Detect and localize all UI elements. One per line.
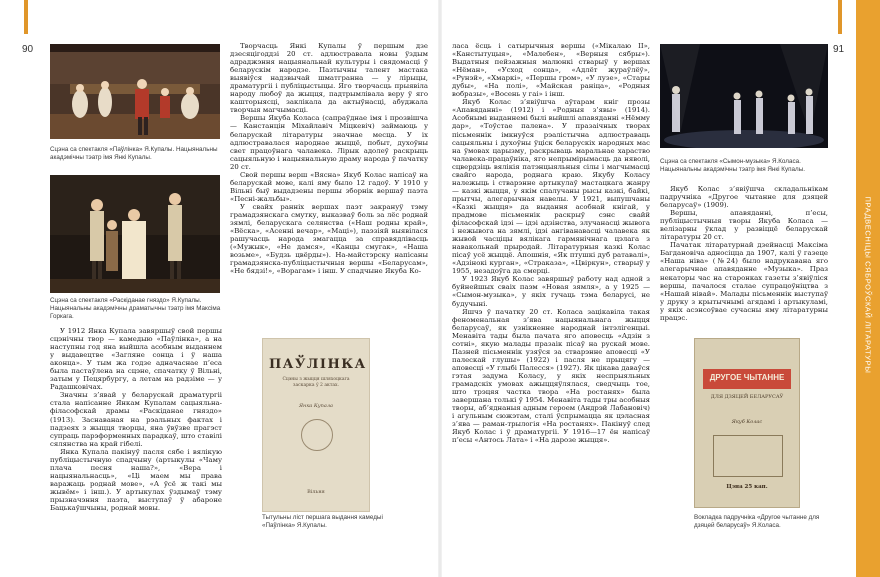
col3-paragraph: Якуб Колас з’явіўшча аўтарам кніг прозы «Апавяданні» (1912) і «Родныя з’явы» (1914). Асобнымі выданнемі былі выйшлі апавяданні «Нёмму дар», «Тоўстае палена». У празаічных творах пісьменнік імкнуўся рэалістычна адлюстраваць сацыяльны і духоўны ўціск беларускіх народных мас на ўмовах царызму, раскрываць маральнае хараство чалавека-працаўніка, яго непрымірымасць да няволі, сцвердзіць вялікія патэнцыяльныя сілы і магчымасці свайго народа, роднага краю. Якубу Коласу належыць і стварэнне артыкулаў мастацкага жанру — казкі жыцця, у якім спалучаны рысы казкі, байкі, прытчы, алегарычная навелы. У 1921, выпушчаны «Казкі жыцця» да выдання асобнай кнігай, у прадмове пісьменнік раскрыў сэнс свайй філасофскай ідэі — ідэі адзінства, злучанасці жывога і нежывога на зямлі, ідэі ангіванавасці чалавека як жывой часціцы вялікага гармянічнага цэлага з навакольнай прыродай. Літаратурныя казкі Колас пісаў усё жыццё. Апошнія, «Як птушкі дуб ратавалі», «Адзінокі курган», «Страказа», «Цвіркун», стварыў у 1955, незадоўга да смерці.	[452, 98, 650, 276]
text-column-2	[230, 42, 428, 275]
book-cover-illustration	[713, 435, 783, 477]
col3-paragraph: У 1923 Якуб Колас завяршыў работу над адной з буйнейшых сваіх паэм «Новая зямля», а у 1925 — «Сымон-музыка», у якіх гучаць тэма беларусі, не будучыні.	[452, 275, 650, 308]
stage-photo-symon-muzyka-image	[660, 44, 828, 148]
col2-paragraph: Творчасць Янкі Купалы ў першым дзе дзесяцігоддзі 20 ст. адлюстравала новы ўздым адраджэння нацыянальнай культуры і свядомасці ў беларускім народзе. Пазтычны талент мастака выявіўся надзвычай шматгранна — у лірыцы, драматургіі і публіцыстыцы. Яго творчасць прыявіла народу любоў да жыцця, падтрымлівала веру ў яго кашторыясці, заклікала да актыўнасці, абуджала творчыя магчымасці.	[230, 42, 428, 115]
text-column-1	[50, 327, 222, 512]
book-cover-druhoe-chytanne-title: ДРУГОЕ ЧЫТАННЕ	[709, 373, 785, 382]
chapter-sidebar	[856, 0, 880, 577]
book-caption-druhoe-chytanne: Вокладка падручніка «Другое чытанне для дзяцей беларусаў» Я.Коласа.	[694, 514, 820, 529]
top-accent-left	[24, 0, 28, 34]
book-cover-paulinka	[262, 338, 370, 512]
col1-paragraph: Значны з’явай у беларускай драматургіі стала напісанне Янкам Купалам сацыяльна-філасофскай драмы «Раскіданае гняздо» (1913). Заснаваная на рэальных фактах і падзеях з жыцця творцы, яна ўвўзве прагэст супраць парэформенных парадкаў, што ставілі сялянства на край гібелі.	[50, 391, 222, 448]
stage-photo-paulinka-image	[50, 44, 220, 139]
text-column-4	[660, 185, 828, 322]
col3-paragraph: ласа ёсць і сатырычныя вершы («Мікалаю II», «Канстытуцыя», «Малебен», «Верныя сябры»). Выдатныя пейзажныя малюнкі стварыў у вершах «Нёман», «Усход сонца», «Адлёт жураўлёў», «Рунэй», «Хмаркі», «Першы гром», «У лузе», «Стары дубы», «На полі», «Майская раніца», «Родныя вобразы», «Восень у гаі» і інш.	[452, 42, 650, 99]
book-cover-druhoe-chytanne-author: Якуб Колас	[731, 419, 763, 425]
photo-caption-paulinka: Сцэна са спектакля «Паўлінка» Я.Купалы. Нацыянальны акадэмічны тэатр імя Янкі Купалы.	[50, 146, 218, 161]
book-cover-druhoe-chytanne	[694, 338, 800, 508]
book-cover-paulinka-author: Янка Купала	[298, 403, 334, 409]
page-gutter	[438, 0, 442, 577]
col4-paragraph: Якуб Колас з’явіўшча складальнікам падручніка «Другое чытанне для дзяцей беларусаў» (1909).	[660, 185, 828, 210]
book-cover-paulinka-place: Вільня	[307, 489, 325, 495]
photo-caption-symon-muzyka: Сцэна са спектакля «Сымон-музыка» Я.Коласа. Нацыянальны акадэмічны тэатр імя Янкі Купалы.	[660, 158, 805, 173]
book-cover-ornament-icon	[301, 419, 333, 451]
stage-photo-paulinka	[50, 44, 220, 139]
col3-paragraph: Яшчэ ў пачатку 20 ст. Коласа зацікавіла такая феноменальная з’ява нацыянальнага жыцця беларусаў, як узнікненне народнай інтэлігенцыі. Менавіта тады была пачата яго аповесць «Адзін з сотні», якую малады празаік пісаў на рускай мове. Пазней пісьменнік узяўся за стварэнне аповесці «У палескай глушы» (1922) і пасля не прыцягу — аповесці «У глыбі Палесся» (1927). Як цікава даваўся гэтая задума Коласу, у якіх неспрыяльных грамадскіх умовах ажыццяўлялася, сведчыць тое, што трэцяя частка твора «На ростанях» была завершана толькі ў 1954. Менавіта тады тры асобныя творы, аб’яднаныя адным героем (Андрэй Лабановіч) і агульным сюжэтам, сталі ўспрымацца як цэласная з’ява — раман-трылогія «На ростанях». Пакінуў след Якуб Колас і ў драматургіі. У 1916—17 ён напісаў п’есы «Антось Лата» і «На дарозе жыцця».	[452, 307, 650, 445]
stage-photo-symon-muzyka	[660, 44, 828, 148]
text-column-3	[452, 42, 650, 444]
page-number-right: 91	[833, 44, 845, 55]
page-number-left: 90	[22, 44, 34, 55]
col4-paragraph: Пачатак літаратурнай дзейнасці Максіма Багдановіча адносіцца да 1907, калі ў газеце «Наша ніва» (№24) было надрукавана яго алегарычнае апавяданне «Музыка». Праз некаторы час на старонках газеты з’явіўліся вершы, пачалося сталае супрацоўніцтва з «Нашай нівай». Малады пісьменнік выступаў у друку з крытычнымі агядамі і артыкуламі, у якіх асэнсоўвае сучасны яму літаратурны працэс.	[660, 241, 828, 322]
book-caption-paulinka: Тытульны ліст першага выдання камедыі «Паўлінка» Я.Купалы.	[262, 514, 383, 529]
book-cover-druhoe-chytanne-subtitle: ДЛЯ ДЗЯЦЕЙ БЕЛАРУСАЎ	[710, 394, 784, 400]
chapter-sidebar-title: ПРАДВЕСНІЦЫ СЯБРОЎСКАЙ ЛІТАРАТУРЫ	[863, 196, 873, 374]
col2-paragraph: Свой першы верш «Вясна» Якуб Колас напісаў на беларускай мове, калі яму было 12 гадоў. У 1910 у Вільні быў выдадзены першы зборнік вершаў паэта «Песні-жальбы».	[230, 170, 428, 203]
book-cover-paulinka-subtitle: Сцэны з жыцця шляхоцкага заскарка ў 2 актах.	[282, 377, 350, 388]
stage-photo-raskidanae-gniazdo-image	[50, 175, 220, 293]
col1-paragraph: У 1912 Янка Купала завяршыў свой першы сцэнічны твор — камедыю «Паўлінка», а на наступны год яна выйшла асобным выданнем у выдавецтве «Загляне сонца і ў наша аконца». У тым жа годзе адначаснае п’еса была пастаўлена на сцэне, спачатку ў Вільні, затым у Пецярбургу, а летам на радзіме — у Радашковічах.	[50, 327, 222, 392]
book-cover-paulinka-title: ПАЎЛІНКА	[269, 357, 367, 372]
photo-caption-raskidanae-gniazdo: Сцэна са спектакля «Раскіданае гняздо» Я.Купалы. Нацыянальны акадэмічны драматычны тэатр імя Максіма Горкага.	[50, 297, 221, 320]
col1-paragraph: Янка Купала пакінуў пасля сябе і вялікую публіцыстычную спадчыну (артыкулы «Чаму плача песня наша?», «Вера і нацыянальнасць», «Ці маем мы права варажаць роднай мове», «А ўсё ж такі мы жывём» і інш.). У артыкулах ўздымаў тэму прызначэння паэта, выступаў ў абароне Бацькаўшчыны, роднай мовы.	[50, 447, 222, 513]
stage-photo-raskidanae-gniazdo	[50, 175, 220, 293]
col4-paragraph: Вершы, апавяданні, п’есы, публіцыстычныя творы Якуба Коласа — велізарны ўклад у развіццё беларускай літаратуры 20 ст.	[660, 209, 828, 242]
book-cover-druhoe-chytanne-price: Цэна 25 кап.	[726, 484, 768, 490]
col2-paragraph: У свайх ранніх вершах паэт закрануў тэму грамадзянскага смутку, выказваў боль за лёс роднай зямлі, беларускага селянства («Наш родны край», «Вёска», «Асенні вечар», «Маці»), паэзіяй выявілася рашучасць народа змагацца за справядлівасць («Мужык», «Не дамся», «Канцы смугак», «Наша возьме», «Будзь цвёрды»). На-майстэрску напісаны грамадзянска-публіцыстычныя вершы «Беларусам», «Не бядзі!», «Ворагам» і інш. У спадчыне Якуба Ко-	[230, 202, 428, 276]
col2-paragraph: Вершы Якуба Коласа (сапраўднае імя і прозвішча — Канстанцін Міхайлавіч Міцкевіч) займаюць у беларускай літаратуры значнае месца. У іх адлюстравалася народнае жыццё, побыт, духоўны свет працоўнага чалавека. Лірык адолеў раскрыць сацыяльную і нацыянальную драму народа ў пачатку 20 ст.	[230, 114, 428, 171]
top-accent-right	[838, 0, 842, 34]
